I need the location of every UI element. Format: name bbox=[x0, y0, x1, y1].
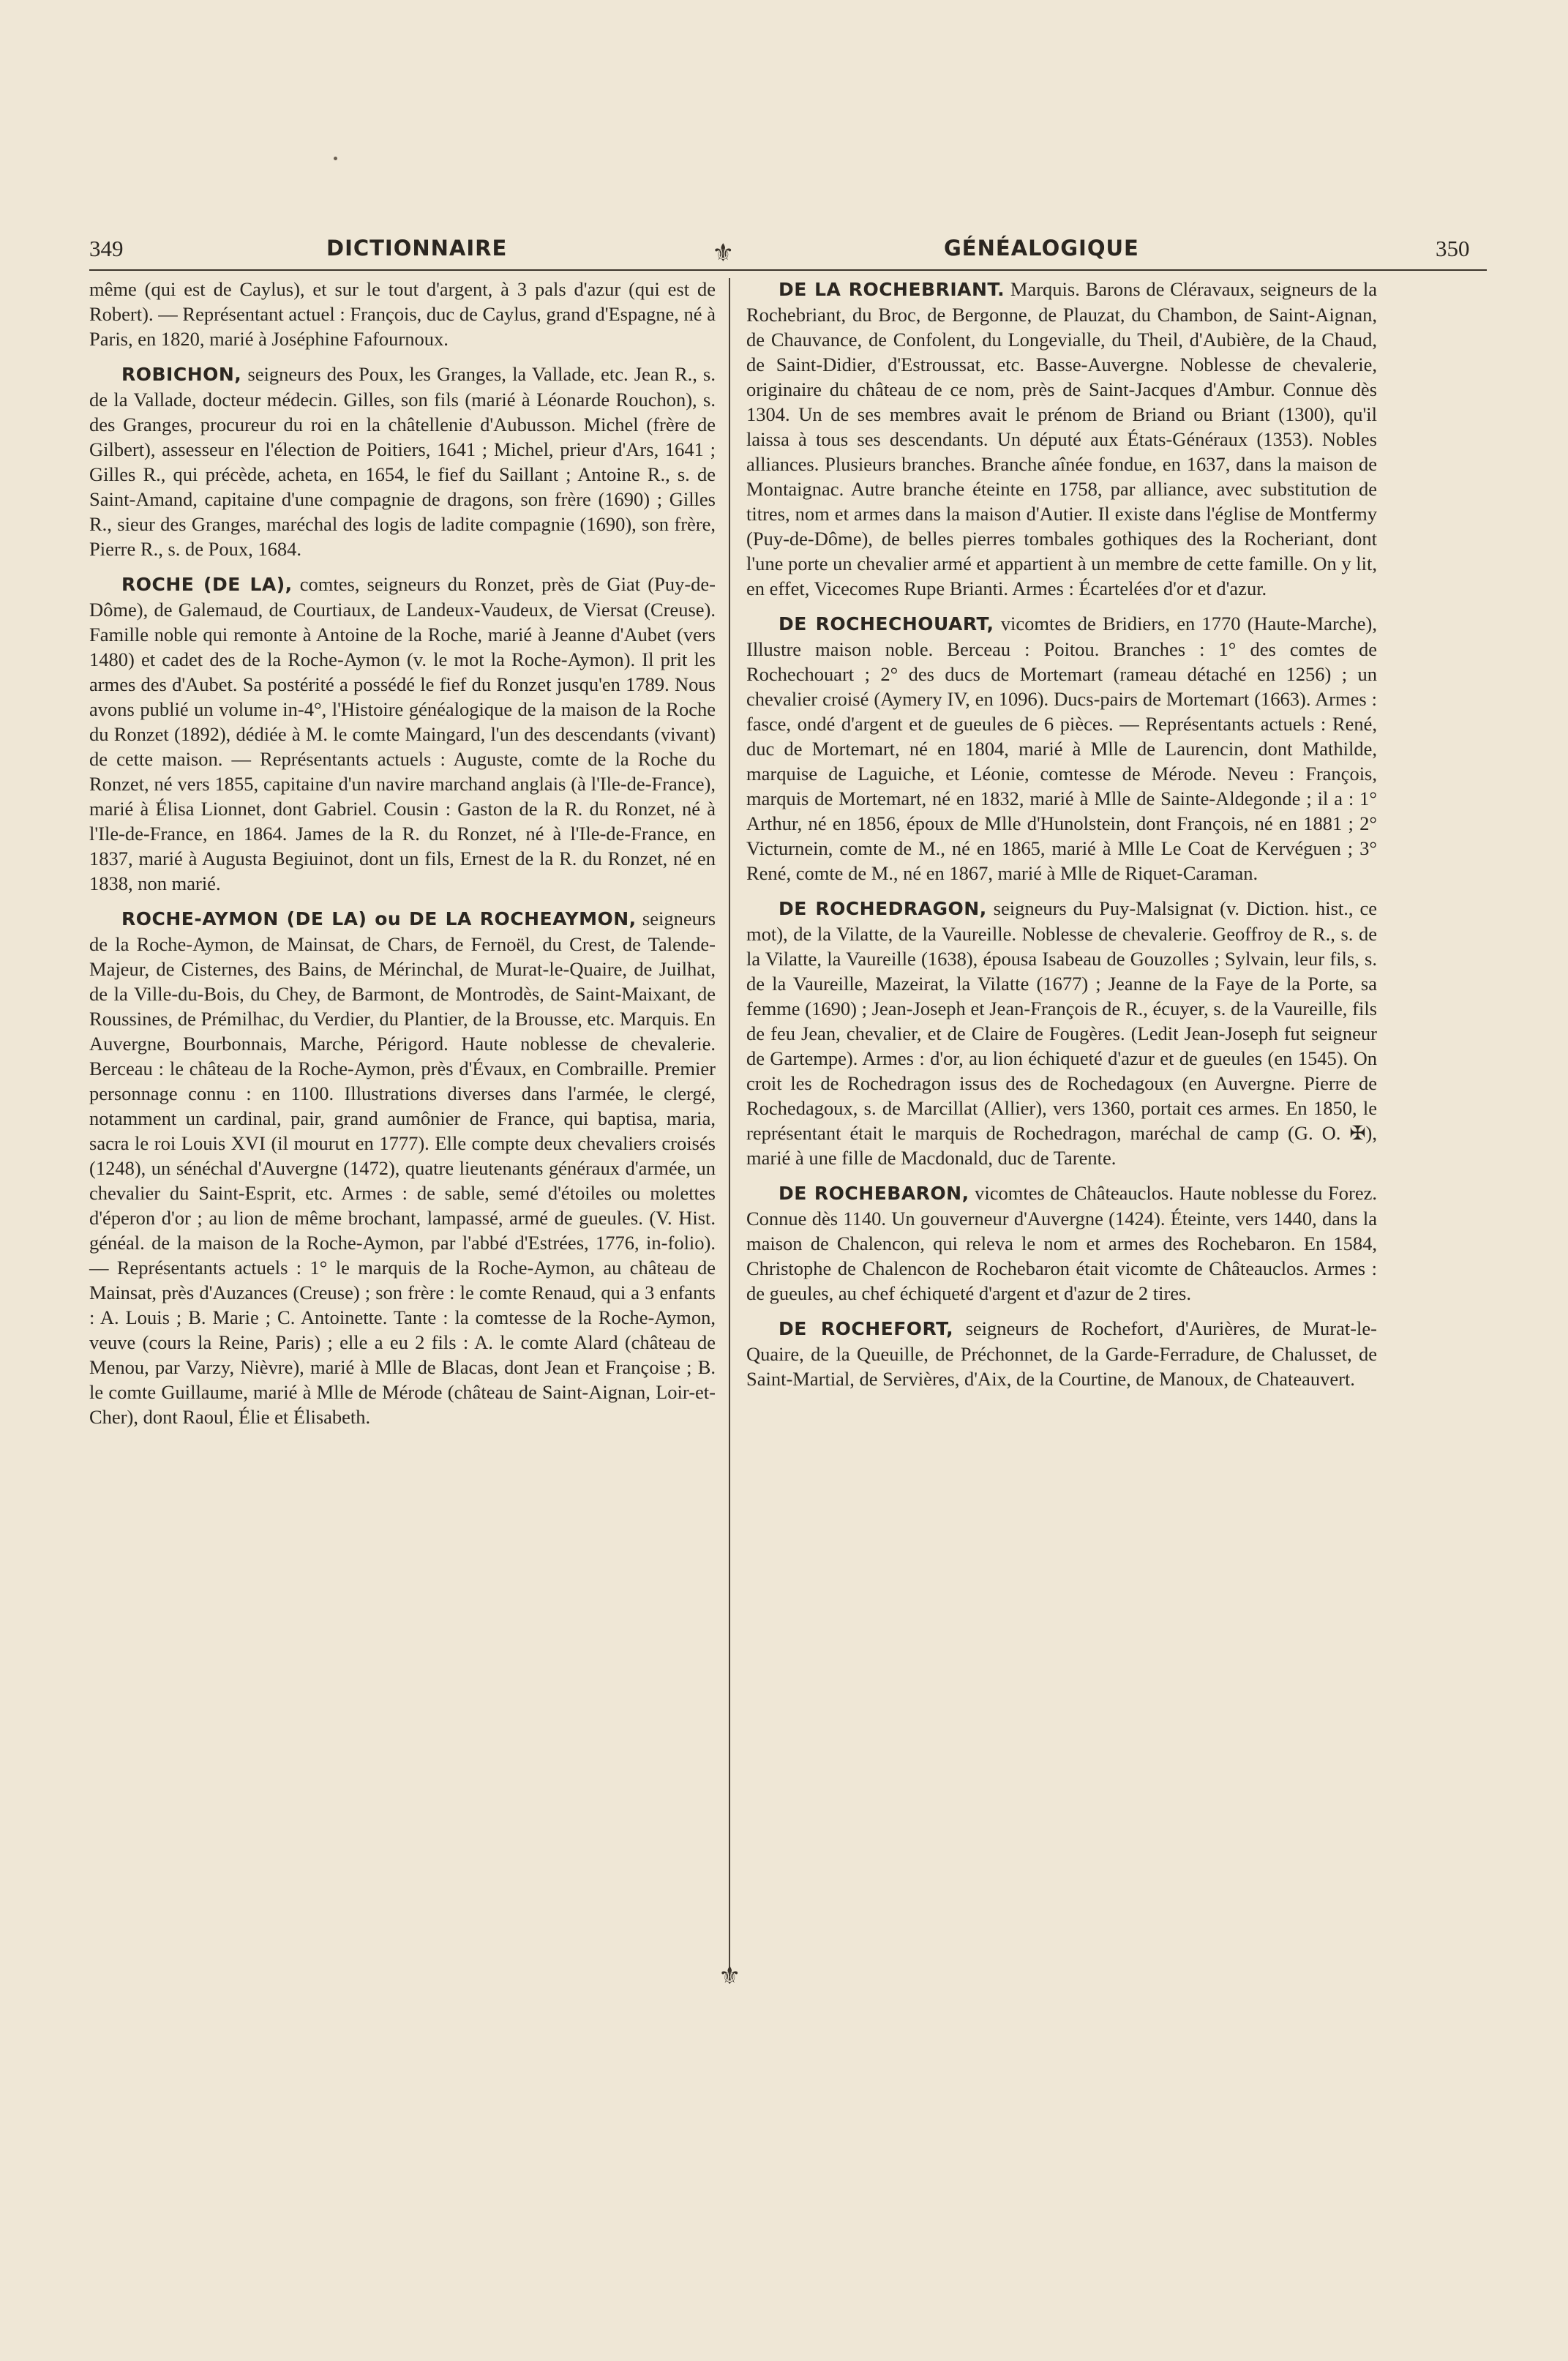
entry-headword: ROBICHON, bbox=[121, 364, 242, 385]
right-page-number: 350 bbox=[1436, 236, 1470, 261]
entry-headword: DE ROCHEFORT, bbox=[779, 1318, 954, 1339]
column-divider bbox=[729, 278, 730, 1976]
page-speck bbox=[334, 157, 337, 160]
entry-rochebaron bbox=[746, 1180, 1377, 1306]
entry-text: seigneurs des Poux, les Granges, la Vallade, etc. Jean R., s. de la Vallade, docteur médecin. Gilles, son fils (marié à Léonarde Rouchon), s. des Granges, procureur du roi en la châtellenie d'Aubusson. Michel (frère de Gilbert), assesseur en l'élection de Poitiers, 1641 ; Michel, prieur d'Ars, 1641 ; Gilles R., qui précède, acheta, en 1654, le fief du Saillant ; Antoine R., s. de Saint-Amand, capitaine d'une compagnie de dragons, son frère (1690) ; Gilles R., sieur des Granges, maréchal des logis de ladite compagnie (1690), son frère, Pierre R., s. de Poux, 1684. bbox=[89, 363, 716, 560]
entry-roche-aymon bbox=[89, 906, 716, 1429]
entry-text: seigneurs de Rochefort, d'Aurières, de Murat-le-Quaire, de la Queuille, de Préchonnet, de la Garde-Ferradure, de Chalusset, de Saint-Martial, de Servières, d'Aix, de la Courtine, de Manoux, de Chateauvert. bbox=[746, 1317, 1377, 1390]
entry-roche-de-la bbox=[89, 572, 716, 896]
entry-rochedragon bbox=[746, 896, 1377, 1170]
entry-text: vicomtes de Châteauclos. Haute noblesse du Forez. Connue dès 1140. Un gouverneur d'Auvergne (1424). Éteinte, vers 1440, dans la maison de Chalencon, qui releva le nom et armes des Rochebaron. En 1584, Christophe de Chalencon de Rochebaron était vicomte de Châteauclos. Armes : de gueules, au chef échiqueté d'argent et d'azur de 2 tires. bbox=[746, 1182, 1377, 1304]
entry-headword: DE ROCHEDRAGON, bbox=[779, 898, 987, 919]
entry-text: même (qui est de Caylus), et sur le tout d'argent, à 3 pals d'azur (qui est de Robert). — Représentant actuel : François, duc de Caylus, grand d'Espagne, né à Paris, en 1820, marié à Joséphine Fafournoux. bbox=[89, 278, 716, 350]
entry-text: seigneurs de la Roche-Aymon, de Mainsat, de Chars, de Fernoël, du Crest, de Talende-Majeur, de Cisternes, des Bains, de Mérinchal, de Murat-le-Quaire, de Juilhat, de la Ville-du-Bois, du Chey, de Barmont, de Montrodès, de Saint-Maixant, de Roussines, de Prémilhac, du Verdier, du Plantier, de la Brousse, etc. Marquis. En Auvergne, Bourbonnais, Marche, Périgord. Haute noblesse de chevalerie. Berceau : le château de la Roche-Aymon, près d'Évaux, en Combraille. Premier personnage connu : en 1100. Illustrations diverses dans l'armée, le clergé, notamment un cardinal, pair, grand aumônier de France, qui baptisa, maria, sacra le roi Louis XVI (il mourut en 1777). Elle compte deux chevaliers croisés (1248), un sénéchal d'Auvergne (1472), quatre lieutenants généraux d'armée, un chevalier du Saint-Esprit, etc. Armes : de sable, semé d'étoiles ou molettes d'éperon d'or ; au lion de même brochant, lampassé, armé de gueules. (V. Hist. généal. de la maison de la Roche-Aymon, par l'abbé d'Estrées, 1776, in-folio). — Représentants actuels : 1° le marquis de la Roche-Aymon, au château de Mainsat, près d'Auzances (Creuse) ; son frère : le comte Renaud, qui a 3 enfants : A. Louis ; B. Marie ; C. Antoinette. Tante : la comtesse de la Roche-Aymon, veuve (cours la Reine, Paris) ; elle a eu 2 fils : A. le comte Alard (château de Menou, par Varzy, Nièvre), marié à Mlle de Blacas, dont Jean et Françoise ; B. le comte Guillaume, marié à Mlle de Mérode (château de Saint-Aignan, Loir-et-Cher), dont Raoul, Élie et Élisabeth. bbox=[89, 908, 716, 1428]
entry-rochebriant bbox=[746, 277, 1377, 601]
entry-text: Marquis. Barons de Cléravaux, seigneurs de la Rochebriant, du Broc, de Bergonne, de Plauzat, du Chambon, de Saint-Aignan, de Chauvance, de Confolent, du Longevialle, du Theil, d'Aubière, de la Chaud, de Saint-Didier, d'Estroussat, etc. Basse-Auvergne. Noblesse de chevalerie, originaire du château de ce nom, près de Saint-Jacques d'Ambur. Connue dès 1304. Un de ses membres avait le prénom de Briand ou Briant (1300), qu'il laissa à tous ses descendants. Un député aux États-Généraux (1353). Nobles alliances. Plusieurs branches. Branche aînée fondue, en 1637, dans la maison de Montaignac. Autre branche éteinte en 1758, par alliance, avec substitution de titres, nom et armes dans la maison d'Autier. Il existe dans l'église de Montfermy (Puy-de-Dôme), de belles pierres tombales gothiques des la Rocheriant, dont l'une porte un chevalier armé et appartient à un membre de cette famille. On y lit, en effet, Vicecomes Rupe Brianti. Armes : Écartelées d'or et d'azur. bbox=[746, 278, 1377, 599]
left-running-title: DICTIONNAIRE bbox=[326, 236, 508, 261]
header-rule bbox=[89, 269, 1487, 271]
fleur-de-lis-ornament-icon: ⚜ bbox=[712, 240, 735, 267]
entry-headword: DE ROCHECHOUART, bbox=[779, 613, 994, 635]
entry-headword: DE LA ROCHEBRIANT. bbox=[779, 279, 1005, 300]
right-running-title: GÉNÉALOGIQUE bbox=[944, 236, 1139, 261]
entry-rochechouart bbox=[746, 611, 1377, 886]
fleur-de-lis-bottom-icon: ⚜ bbox=[719, 1963, 741, 1990]
entry-headword: ROCHE (DE LA), bbox=[121, 574, 293, 595]
entry-headword: DE ROCHEBARON, bbox=[779, 1183, 969, 1204]
right-column bbox=[746, 277, 1377, 1402]
entry-headword: ROCHE-AYMON (DE LA) ou DE LA ROCHEAYMON, bbox=[121, 908, 637, 929]
running-header bbox=[0, 236, 1568, 265]
entry-text: vicomtes de Bridiers, en 1770 (Haute-Marche), Illustre maison noble. Berceau : Poitou. Branches : 1° des comtes de Rochechouart ; 2° des ducs de Mortemart (rameau détaché en 1256) ; un chevalier croisé (Aymery IV, en 1096). Ducs-pairs de Mortemart (1663). Armes : fasce, ondé d'argent et de gueules de 6 pièces. — Représentants actuels : René, duc de Mortemart, né en 1804, marié à Mlle de Laurencin, dont Mathilde, marquise de Laguiche, et Léonie, comtesse de Mérode. Neveu : François, marquis de Mortemart, né en 1832, marié à Mlle de Sainte-Aldegonde ; il a : 1° Arthur, né en 1856, époux de Mlle d'Hunolstein, dont François, né en 1881 ; 2° Victurnein, comte de M., né en 1865, marié à Mlle Le Coat de Kervéguen ; 3° René, comte de M., né en 1867, marié à Mlle de Riquet-Caraman. bbox=[746, 613, 1377, 884]
entry-robichon bbox=[89, 362, 716, 561]
entry-rochefort bbox=[746, 1316, 1377, 1391]
left-column bbox=[89, 277, 716, 1440]
entry-caylus-continued bbox=[89, 277, 716, 351]
left-page-number: 349 bbox=[89, 236, 124, 261]
entry-text: seigneurs du Puy-Malsignat (v. Diction. hist., ce mot), de la Vilatte, de la Vaureille. Noblesse de chevalerie. Geoffroy de R., s. de la Vilatte, la Vaureille (1638), épousa Isabeau de Gouzolles ; Sylvain, leur fils, s. de la Vaureille, Mazeirat, la Vilatte (1677) ; Jeanne de la Faye de la Porte, sa femme (1690) ; Jean-Joseph et Jean-François de R., écuyer, s. de la Vaureille, fils de feu Jean, chevalier, et de Claire de Fougères. (Ledit Jean-Joseph fut seigneur de Gartempe). Armes : d'or, au lion échiqueté d'azur et de gueules (en 1545). On croit les de Rochedragon issus des de Rochedagoux (en Auvergne. Pierre de Rochedagoux, s. de Marcillat (Allier), vers 1360, portait ces armes. En 1850, le représentant était le marquis de Rochedragon, maréchal de camp (G. O. ✠), marié à une fille de Macdonald, duc de Tarente. bbox=[746, 897, 1377, 1169]
entry-text: comtes, seigneurs du Ronzet, près de Giat (Puy-de-Dôme), de Galemaud, de Courtiaux, de Landeux-Vaudeux, de Viersat (Creuse). Famille noble qui remonte à Antoine de la Roche, marié à Jeanne d'Aubet (vers 1480) et cadet des de la Roche-Aymon (v. le mot la Roche-Aymon). Il prit les armes des d'Aubet. Sa postérité a possédé le fief du Ronzet jusqu'en 1789. Nous avons publié un volume in-4°, l'Histoire généalogique de la maison de la Roche du Ronzet (1892), dédiée à M. le comte Maingard, l'un des descendants (vivant) de cette maison. — Représentants actuels : Auguste, comte de la Roche du Ronzet, né vers 1855, capitaine d'un navire marchand anglais (à l'Ile-de-France), marié à Élisa Lionnet, dont Gabriel. Cousin : Gaston de la R. du Ronzet, né à l'Ile-de-France, en 1864. James de la R. du Ronzet, né à l'Ile-de-France, en 1837, marié à Augusta Begiuinot, dont un fils, Ernest de la R. du Ronzet, né en 1838, non marié. bbox=[89, 573, 716, 894]
